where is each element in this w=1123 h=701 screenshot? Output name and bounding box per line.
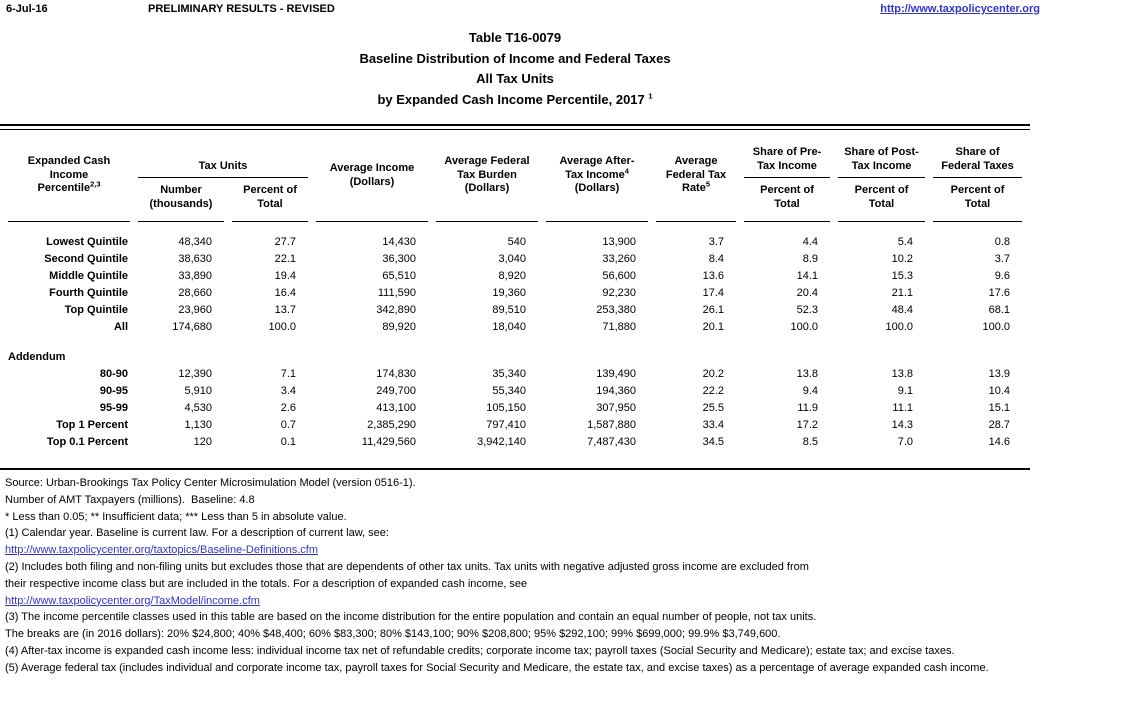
cell-value: 13,900 xyxy=(602,236,637,248)
cell-value: 249,700 xyxy=(376,385,417,397)
cell-value: 89,510 xyxy=(492,304,527,316)
table-header xyxy=(8,130,1022,222)
cell-value: 28.7 xyxy=(988,419,1011,431)
cell-value: 3.4 xyxy=(280,385,297,397)
cell-value: 26.1 xyxy=(702,304,725,316)
table-row xyxy=(8,417,1022,434)
cell-value: 13.7 xyxy=(274,304,297,316)
cell-value: 27.7 xyxy=(274,236,297,248)
footnote-source: Source: Urban-Brookings Tax Policy Center Microsimulation Model (version 0516-1). xyxy=(5,477,416,489)
cell-value: 21.1 xyxy=(891,287,914,299)
footnote-2-line1: (2) Includes both filing and non-filing units but excludes those that are dependents of other tax units. Tax units with negative adjusted gross income are excluded from xyxy=(5,560,809,573)
cell-value: 7.0 xyxy=(897,436,914,448)
cell-value: 797,410 xyxy=(486,419,527,431)
cell-value: 413,100 xyxy=(376,402,417,414)
header-share-post-tax xyxy=(838,130,925,178)
cell-value: 0.8 xyxy=(994,236,1011,248)
top-bar xyxy=(0,0,1123,20)
header-number-line1: Number xyxy=(160,184,202,196)
cell-value: 13.6 xyxy=(702,270,725,282)
cell-value: 23,960 xyxy=(178,304,212,316)
header-share-federal-taxes xyxy=(933,130,1022,178)
cell-value: 92,230 xyxy=(602,287,637,299)
cell-value: 19,360 xyxy=(492,287,527,299)
cell-value: 28,660 xyxy=(178,287,212,299)
cell-value: 194,360 xyxy=(596,385,637,397)
cell-value: 100.0 xyxy=(982,321,1011,333)
header-share-pre-line1: Share of Pre- xyxy=(752,146,822,158)
row-label: Second Quintile xyxy=(44,253,128,265)
cell-value: 13.8 xyxy=(891,368,914,380)
title-block xyxy=(0,28,1030,110)
report-date: 6-Jul-16 xyxy=(6,3,48,15)
cell-value: 3,942,140 xyxy=(477,436,527,448)
header-pct-line2: Total xyxy=(868,197,895,210)
cell-value: 52.3 xyxy=(796,304,819,316)
cell-value: 13.8 xyxy=(796,368,819,380)
header-after-tax-line1: Average After- xyxy=(559,155,635,168)
header-avg-rate-line1: Average xyxy=(674,155,718,168)
cell-value: 38,630 xyxy=(178,253,212,265)
header-share-fed-line1: Share of xyxy=(955,146,1000,158)
spacer-row xyxy=(8,451,1022,468)
row-label: 80-90 xyxy=(99,368,128,380)
cell-value: 20.4 xyxy=(796,287,819,299)
header-share-pre-tax xyxy=(744,130,830,178)
income-definition-link[interactable]: http://www.taxpolicycenter.org/TaxModel/income.cfm xyxy=(5,594,260,607)
footnote-3-line2: The breaks are (in 2016 dollars): 20% $24,800; 40% $48,400; 60% $83,300; 80% $143,100; 90% $208,800; 95% $292,100; 99% $699,000; 99.9% $3,749,600. xyxy=(5,628,781,641)
table-number-title: Table T16-0079 xyxy=(468,30,562,45)
header-share-post-line1: Share of Post- xyxy=(844,146,919,158)
cell-value: 111,590 xyxy=(377,287,417,299)
spacer-cell xyxy=(8,451,1022,468)
cell-value: 2.6 xyxy=(280,402,297,414)
cell-value: 20.1 xyxy=(702,321,725,333)
footnote-2-line2: their respective income class but are included in the totals. For a description of expanded cash income, see xyxy=(5,577,528,590)
header-pct-line1: Percent of xyxy=(243,184,297,196)
footnote-ref-2-3: 2,3 xyxy=(90,179,101,189)
cell-value: 4.4 xyxy=(802,236,819,248)
header-pct-line1: Percent of xyxy=(854,184,909,196)
table-row xyxy=(8,234,1022,251)
cell-value: 120 xyxy=(193,436,212,448)
cell-value: 5,910 xyxy=(184,385,212,397)
table-row xyxy=(8,383,1022,400)
row-label: 90-95 xyxy=(99,385,128,397)
header-pct-line1: Percent of xyxy=(950,184,1005,196)
footnotes xyxy=(5,475,1123,677)
footnote-ref-1: 1 xyxy=(648,91,653,101)
header-share-fed-percent-of-total xyxy=(933,178,1022,222)
cell-value: 33,890 xyxy=(178,270,212,282)
spacer-cell xyxy=(8,336,1022,349)
row-label: Top 1 Percent xyxy=(56,419,128,431)
header-percentile-text: Percentile xyxy=(37,182,91,195)
cell-value: 14,430 xyxy=(382,236,417,248)
header-number-line2: (thousands) xyxy=(149,197,213,210)
header-after-tax-line3: (Dollars) xyxy=(574,182,620,195)
header-percentile xyxy=(8,130,130,222)
header-percentile-line1: Expanded Cash Income xyxy=(27,155,111,181)
header-tax-units-group: Tax Units xyxy=(138,130,308,178)
report-status: PRELIMINARY RESULTS - REVISED xyxy=(148,3,335,15)
cell-value: 3.7 xyxy=(994,253,1011,265)
row-label: Top Quintile xyxy=(64,304,128,316)
footnote-1: (1) Calendar year. Baseline is current law. For a description of current law, see: xyxy=(5,527,389,540)
cell-value: 34.5 xyxy=(702,436,725,448)
header-avg-burden-line2: Tax Burden xyxy=(457,168,517,181)
spacer-row xyxy=(8,222,1022,234)
cell-value: 9.6 xyxy=(994,270,1011,282)
header-average-after-tax-income xyxy=(546,130,648,222)
cell-value: 15.1 xyxy=(988,402,1011,414)
cell-value: 11,429,560 xyxy=(361,436,417,448)
table-body xyxy=(8,222,1022,468)
cell-value: 10.2 xyxy=(891,253,914,265)
addendum-label: Addendum xyxy=(8,351,66,363)
table-subtitle-units: All Tax Units xyxy=(476,71,554,86)
cell-value: 1,587,880 xyxy=(587,419,637,431)
subtitle-text: by Expanded Cash Income Percentile, 2017 xyxy=(377,91,649,107)
cell-value: 342,890 xyxy=(376,304,417,316)
cell-value: 48.4 xyxy=(891,304,914,316)
addendum-label-row xyxy=(8,349,1022,366)
cell-value: 100.0 xyxy=(790,321,819,333)
results-table xyxy=(0,130,1030,468)
cell-value: 5.4 xyxy=(897,236,914,248)
header-share-pre-line2: Tax Income xyxy=(757,159,817,172)
cell-value: 174,830 xyxy=(376,368,417,380)
cell-value: 2,385,290 xyxy=(367,419,417,431)
header-average-income xyxy=(316,130,428,222)
footnote-2-link-line xyxy=(5,593,1123,610)
cell-value: 15.3 xyxy=(891,270,914,282)
cell-value: 71,880 xyxy=(602,321,637,333)
table-row xyxy=(8,302,1022,319)
cell-value: 100.0 xyxy=(885,321,914,333)
cell-value: 1,130 xyxy=(184,419,212,431)
header-avg-burden-line1: Average Federal xyxy=(444,155,530,168)
row-label: All xyxy=(113,321,128,333)
cell-value: 174,680 xyxy=(172,321,212,333)
footnote-ref-5: 5 xyxy=(705,179,711,189)
header-avg-rate-text: Rate xyxy=(682,182,706,195)
cell-value: 17.6 xyxy=(988,287,1011,299)
footnote-3-line1: (3) The income percentile classes used in this table are based on the income distribution for the entire population and contain an equal number of people, not tax units. xyxy=(5,611,817,624)
header-share-pre-percent-of-total xyxy=(744,178,830,222)
table-row xyxy=(8,366,1022,383)
table-title: Baseline Distribution of Income and Federal Taxes xyxy=(359,50,671,66)
cell-value: 22.2 xyxy=(702,385,725,397)
header-share-fed-line2: Federal Taxes xyxy=(941,159,1014,172)
table-row xyxy=(8,285,1022,302)
cell-value: 4,530 xyxy=(184,402,212,414)
footnote-4: (4) After-tax income is expanded cash income less: individual income tax net of refundable credits; corporate income tax; payroll taxes (Social Security and Medicare); estate tax; and excise taxes. xyxy=(5,644,955,657)
cell-value: 14.1 xyxy=(796,270,819,282)
cell-value: 89,920 xyxy=(382,321,417,333)
row-label: Middle Quintile xyxy=(49,270,128,282)
header-percent-of-total xyxy=(232,178,308,222)
footnote-1-link-line xyxy=(5,542,1123,559)
header-pct-line2: Total xyxy=(964,197,991,210)
header-share-post-percent-of-total xyxy=(838,178,925,222)
header-pct-line2: Total xyxy=(774,197,800,210)
header-avg-burden-line3: (Dollars) xyxy=(464,182,510,195)
cell-value: 65,510 xyxy=(382,270,417,282)
cell-value: 55,340 xyxy=(492,385,527,397)
cell-value: 25.5 xyxy=(702,402,725,414)
footnote-5: (5) Average federal tax (includes individual and corporate income tax, payroll taxes for Social Security and Medicare, the estate tax, and excise taxes) as a percentage of average expanded cash income. xyxy=(5,661,989,674)
cell-value: 8.5 xyxy=(802,436,819,448)
table-subtitle-percentile xyxy=(0,90,1030,111)
header-avg-income-line1: Average Income xyxy=(329,162,415,174)
cell-value: 100.0 xyxy=(268,321,297,333)
header-after-tax-text: Tax Income xyxy=(565,168,625,181)
cell-value: 7.1 xyxy=(280,368,297,380)
table-row xyxy=(8,434,1022,451)
cell-value: 12,390 xyxy=(178,368,212,380)
cell-value: 11.9 xyxy=(797,402,819,414)
cell-value: 13.9 xyxy=(988,368,1011,380)
cell-value: 0.7 xyxy=(280,419,297,431)
cell-value: 16.4 xyxy=(274,287,297,299)
cell-value: 8.4 xyxy=(708,253,725,265)
spacer-row xyxy=(8,336,1022,349)
header-pct-line2: Total xyxy=(257,197,283,210)
cell-value: 0.1 xyxy=(280,436,297,448)
cell-value: 540 xyxy=(507,236,527,248)
cell-value: 20.2 xyxy=(702,368,725,380)
spacer-cell xyxy=(8,222,1022,234)
footnote-amt: Number of AMT Taxpayers (millions). Baseline: 4.8 xyxy=(5,493,255,506)
cell-value: 9.4 xyxy=(802,385,819,397)
header-share-post-line2: Tax Income xyxy=(851,159,912,172)
cell-value: 18,040 xyxy=(492,321,527,333)
cell-value: 253,380 xyxy=(596,304,637,316)
cell-value: 11.1 xyxy=(892,402,914,414)
header-avg-rate-line3 xyxy=(657,179,735,196)
cell-value: 8.9 xyxy=(802,253,819,265)
row-label: Top 0.1 Percent xyxy=(46,436,128,448)
table-row xyxy=(8,268,1022,285)
cell-value: 14.6 xyxy=(988,436,1011,448)
header-number xyxy=(138,178,224,222)
cell-value: 48,340 xyxy=(178,236,212,248)
cell-value: 307,950 xyxy=(596,402,637,414)
cell-value: 139,490 xyxy=(596,368,637,380)
cell-value: 7,487,430 xyxy=(587,436,637,448)
cell-value: 3,040 xyxy=(498,253,527,265)
cell-value: 14.3 xyxy=(891,419,914,431)
table-row xyxy=(8,319,1022,336)
cell-value: 33.4 xyxy=(702,419,725,431)
cell-value: 36,300 xyxy=(382,253,417,265)
footnote-symbols: * Less than 0.05; ** Insufficient data; *** Less than 5 in absolute value. xyxy=(5,510,347,523)
cell-value: 10.4 xyxy=(988,385,1011,397)
table-row xyxy=(8,400,1022,417)
cell-value: 3.7 xyxy=(708,236,725,248)
cell-value: 68.1 xyxy=(988,304,1011,316)
cell-value: 22.1 xyxy=(274,253,297,265)
footnote-ref-4: 4 xyxy=(624,166,629,176)
header-pct-line1: Percent of xyxy=(760,184,814,196)
header-average-federal-tax-rate xyxy=(656,130,736,222)
cell-value: 17.2 xyxy=(796,419,819,431)
baseline-definitions-link[interactable]: http://www.taxpolicycenter.org/taxtopics/Baseline-Definitions.cfm xyxy=(5,544,319,557)
header-average-federal-tax-burden xyxy=(436,130,538,222)
row-label: Fourth Quintile xyxy=(49,287,128,299)
cell-value: 35,340 xyxy=(492,368,527,380)
header-avg-income-line2: (Dollars) xyxy=(349,175,395,188)
cell-value: 105,150 xyxy=(486,402,527,414)
cell-value: 19.4 xyxy=(274,270,297,282)
header-after-tax-line2 xyxy=(547,166,647,183)
cell-value: 33,260 xyxy=(602,253,637,265)
row-label: 95-99 xyxy=(99,402,128,414)
header-avg-rate-line2: Federal Tax xyxy=(665,168,727,181)
table-row xyxy=(8,251,1022,268)
cell-value: 9.1 xyxy=(897,385,914,397)
cell-value: 17.4 xyxy=(702,287,725,299)
cell-value: 56,600 xyxy=(602,270,637,282)
header-percentile-line2 xyxy=(9,179,129,196)
site-link[interactable]: http://www.taxpolicycenter.org xyxy=(880,3,1040,15)
table-bottom-rule xyxy=(0,468,1030,470)
row-label: Lowest Quintile xyxy=(46,236,128,248)
cell-value: 8,920 xyxy=(498,270,527,282)
